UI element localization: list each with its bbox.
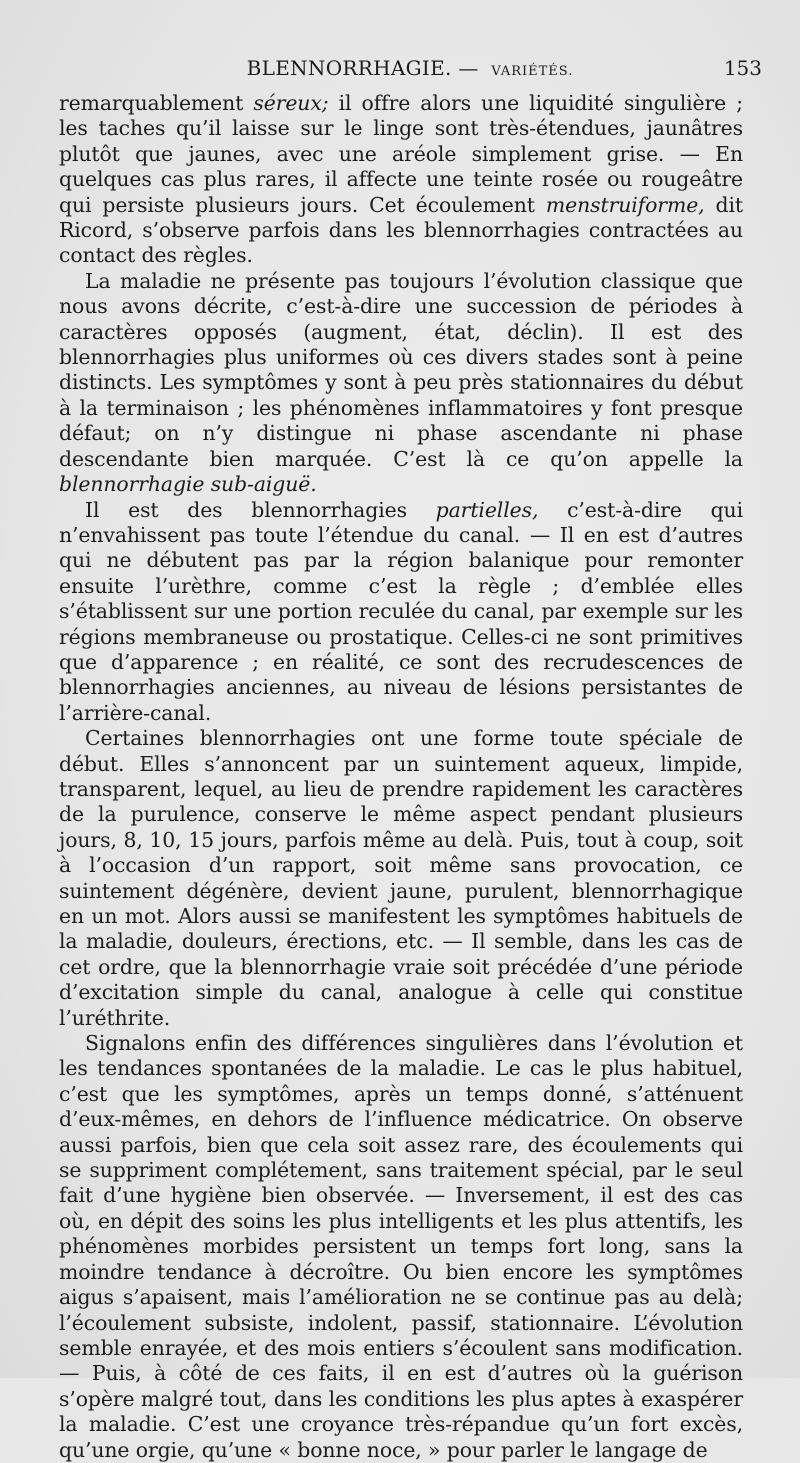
- text-run: La maladie ne présente pas toujours l’évolution classique que nous avons décrite, c’est-à-dire une succession de périodes à caractères opposés (augment, état, déclin). Il est des blennorrhagies plus uniformes où ces divers stades sont à peine distincts. Les symptômes y sont à peu près stationnaires du début à la terminaison ; les phénomènes inflammatoires y font presque défaut; on n’y distingue ni phase ascendante ni phase descendante bien marquée. C’est là ce qu’on appelle la: [59, 268, 743, 471]
- paragraph-subacute: [59, 269, 743, 498]
- italic-term: menstruiforme,: [545, 192, 705, 217]
- text-run: Il est des blennorrhagies: [85, 497, 436, 522]
- italic-term: partielles,: [435, 497, 539, 522]
- page-number: 153: [723, 56, 762, 80]
- running-head: [60, 56, 760, 80]
- page-header: [60, 52, 760, 86]
- italic-term: séreux;: [253, 91, 329, 115]
- text-run: dit Ricord, s’observe parfois dans les blennorrhagies contractées au contact des règles.: [59, 192, 743, 268]
- italic-term: blennorrhagie sub-aiguë.: [59, 472, 317, 497]
- text-run: il offre alors une liquidité singulière ; les taches qu’il laisse sur le linge sont très-étendues, jaunâtres plutôt que jaunes, avec une aréole simplement grise. — En quelques cas plus rares, il affecte une teinte rosée ou rougeâtre qui persiste plusieurs jours. Cet écoulement: [59, 91, 743, 217]
- text-run: c’est-à-dire qui n’envahissent pas toute l’étendue du canal. — Il en est d’autres qui ne débutent pas par la région balanique pour remonter ensuite l’urèthre, comme c’est la règle ; d’emblée elles s’établissent sur une portion reculée du canal, par exemple sur les régions membraneuse ou prostatique. Celles-ci ne sont primitives que d’apparence ; en réalité, ce sont des recrudescences de blennorrhagies anciennes, au niveau de lésions persistantes de l’arrière-canal.: [59, 497, 743, 725]
- paragraph-evolution: Signalons enfin des différences singulières dans l’évolution et les tendances spontanées de la maladie. Le cas le plus habituel, c’est que les symptômes, après un temps donné, s’atténuent d’eux-mêmes, en dehors de l’influence médicatrice. On observe aussi parfois, bien que cela soit assez rare, des écoulements qui se suppriment complétement, sans traitement spécial, par le seul fait d’une hygiène bien observée. — Inversement, il est des cas où, en dépit des soins les plus intelligents et les plus attentifs, les phénomènes morbides persistent un temps fort long, sans la moindre tendance à décroître. Ou bien encore les symptômes aigus s’apaisent, mais l’amélioration ne se continue pas au delà; l’écoulement subsiste, indolent, passif, stationnaire. L’évolution semble enrayée, et des mois entiers s’écoulent sans modification. — Puis, à côté de ces faits, il en est d’autres où la guérison s’opère malgré tout, dans les conditions les plus aptes à exaspérer la maladie. C’est une croyance très-répandue qu’un fort excès, qu’une orgie, qu’une « bonne noce, » pour parler le langage de: [59, 1031, 743, 1462]
- paragraph-continuation: [59, 91, 743, 269]
- body-text: [59, 91, 743, 1463]
- text-run: remarquablement: [59, 91, 254, 115]
- paragraph-onset: Certaines blennorrhagies ont une forme toute spéciale de début. Elles s’annoncent par un suintement aqueux, limpide, transparent, lequel, au lieu de prendre rapidement les caractères de la purulence, conserve le même aspect pendant plusieurs jours, 8, 10, 15 jours, parfois même au delà. Puis, tout à coup, soit à l’occasion d’un rapport, soit même sans provocation, ce suintement dégénère, devient jaune, purulent, blennorrhagique en un mot. Alors aussi se manifestent les symptômes habituels de la maladie, douleurs, érections, etc. — Il semble, dans les cas de cet ordre, que la blennorrhagie vraie soit précédée d’une période d’excitation simple du canal, analogue à celle qui constitue l’uréthrite.: [59, 726, 743, 1030]
- running-title: BLENNORRHAGIE.: [246, 56, 452, 80]
- section-title: VARIÉTÉS.: [491, 64, 574, 79]
- header-dash: —: [458, 56, 479, 80]
- paragraph-partial: [59, 498, 743, 727]
